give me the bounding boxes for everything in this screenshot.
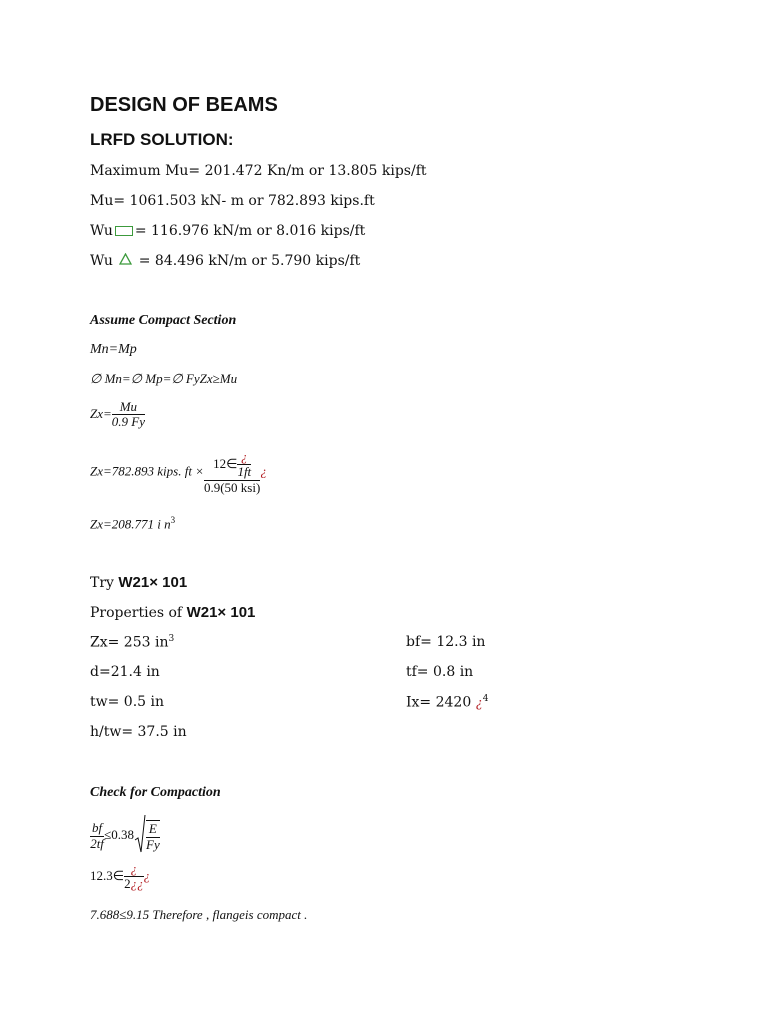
prop-zx-text: Zx= 253 in (90, 634, 169, 651)
eq-zx-sub-num (204, 450, 260, 481)
try-section: W21× 101 (118, 574, 188, 591)
assume-heading: Assume Compact Section (90, 313, 237, 328)
prop-zx-sup: 3 (168, 634, 175, 644)
wu-tri-value: = 84.496 kN/m or 5.790 kips/ft (138, 253, 361, 269)
prop-htw: h/tw= 37.5 in (90, 724, 187, 740)
eq-compact-substitution (90, 862, 150, 892)
eq-zx-den: 0.9 Fy (111, 414, 145, 430)
eq-zx-sub-inner-num: ¿ (237, 450, 251, 465)
try-line (90, 574, 187, 591)
mu-line: Mu= 1061.503 kN- m or 782.893 kips.ft (90, 193, 375, 209)
props-label: Properties of (90, 605, 187, 621)
eq-bf-den: 2tf (90, 835, 104, 851)
eq-sqrt-fraction (146, 820, 160, 852)
eq-compact-criteria (90, 814, 160, 858)
eq-zx-result-text: Zx=208.771 i n (90, 516, 171, 532)
max-mu-line: Maximum Mu= 201.472 Kn/m or 13.805 kips/ft (90, 163, 427, 179)
properties-line (90, 604, 255, 621)
triangle-icon (119, 253, 132, 269)
eq-cs-lhs: 12.3∈ (90, 867, 125, 883)
eq-zx-sub-den: 0.9(50 ksi) (203, 479, 261, 495)
eq-cs-den-b: ¿¿ (130, 876, 144, 892)
eq-zx-substitution (90, 450, 267, 495)
wu-rect-prefix: Wu (90, 223, 113, 239)
wu-rect-line (90, 223, 365, 239)
eq-limit-coefficient: ≤0.38 (104, 826, 135, 842)
eq-cs-tail: ¿ (143, 867, 151, 883)
eq-cs-den-a: 2 (124, 876, 131, 892)
eq-zx-sub-inner-fraction (237, 450, 251, 480)
eq-cs-num: ¿ (124, 862, 144, 877)
eq-sqrt-num: E (146, 822, 160, 837)
eq-zx-sub-fraction (204, 450, 260, 495)
eq-zx-sub-inner-den: 1ft (237, 464, 252, 480)
eq-zx-sub-tail: ¿ (260, 463, 267, 479)
eq-cs-den (124, 877, 144, 891)
eq-cs-fraction (124, 862, 144, 892)
prop-ix-red: ¿ (475, 695, 483, 711)
section-subtitle: LRFD SOLUTION: (90, 130, 234, 149)
eq-zx-result (90, 515, 175, 532)
eq-zx-formula (90, 400, 145, 430)
props-section: W21× 101 (186, 604, 256, 621)
prop-tw: tw= 0.5 in (90, 694, 164, 710)
wu-tri-prefix: Wu (90, 253, 113, 269)
eq-bf-fraction (90, 821, 104, 851)
prop-zx (90, 634, 174, 651)
eq-bf-num: bf (92, 820, 103, 836)
wu-rect-value: = 116.976 kN/m or 8.016 kips/ft (134, 223, 366, 239)
eq-zx-result-sup: 3 (170, 515, 176, 525)
prop-bf: bf= 12.3 in (406, 634, 486, 650)
prop-ix-text: Ix= 2420 (406, 694, 476, 711)
eq-compact-conclusion: 7.688≤9.15 Therefore , flangeis compact . (90, 907, 308, 922)
eq-zx-sub-num-a: 12∈ (213, 455, 238, 471)
eq-zx-fraction (112, 400, 145, 430)
sqrt-symbol (134, 814, 146, 858)
prop-d: d=21.4 in (90, 664, 160, 680)
eq-phi-mn: ∅ Mn=∅ Mp=∅ FyZx≥Mu (90, 371, 238, 386)
eq-mn-mp: Mn=Mp (90, 342, 137, 357)
wu-tri-line (90, 253, 360, 269)
eq-zx-num: Mu (112, 400, 145, 415)
prop-tf: tf= 0.8 in (406, 664, 474, 680)
eq-sqrt-den: Fy (146, 836, 160, 852)
prop-ix (406, 694, 488, 712)
rectangle-icon (115, 226, 133, 236)
try-label: Try (90, 575, 119, 591)
prop-ix-sup: 4 (482, 694, 489, 704)
page-title: DESIGN OF BEAMS (90, 94, 278, 116)
eq-zx-lhs: Zx= (90, 405, 112, 421)
check-heading: Check for Compaction (90, 785, 221, 800)
eq-zx-sub-lhs: Zx=782.893 kips. ft × (90, 463, 204, 479)
